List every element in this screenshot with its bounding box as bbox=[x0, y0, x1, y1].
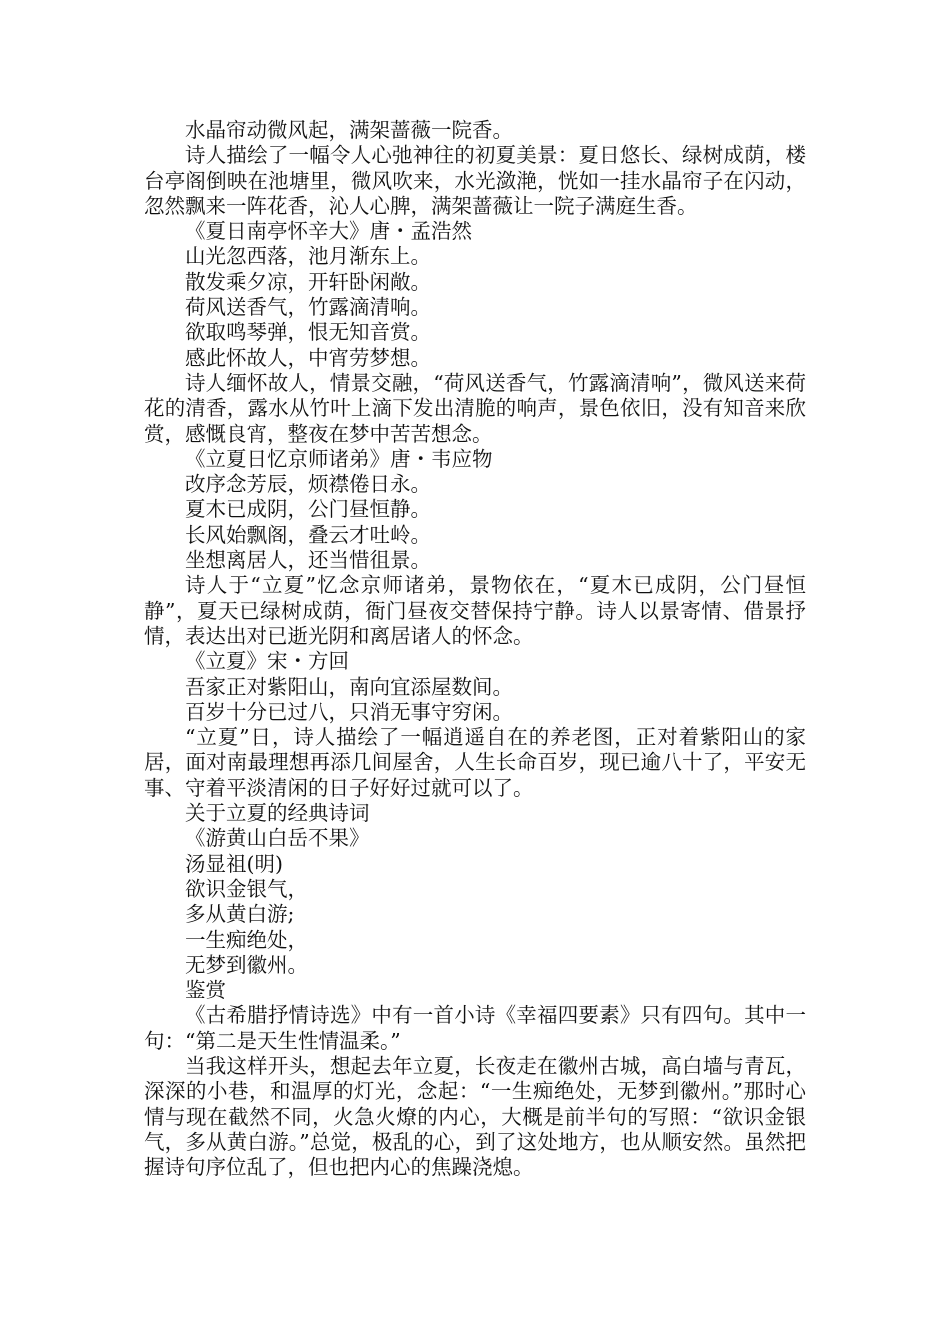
appreciation-paragraph: 《古希腊抒情诗选》中有一首小诗《幸福四要素》只有四句。其中一句：“第二是天生性情温柔。” bbox=[144, 1003, 806, 1053]
poem-line: 散发乘夕凉，开轩卧闲敞。 bbox=[185, 269, 431, 294]
section-heading: 关于立夏的经典诗词 bbox=[185, 801, 370, 826]
appreciation-paragraph: 当我这样开头，想起去年立夏，长夜走在徽州古城，高白墙与青瓦，深深的小巷，和温厚的灯光，念起：“一生痴绝处，无梦到徽州。”那时心情与现在截然不同，火急火燎的内心，大概是前半句的写照：“欲识金银气，多从黄白游。”总觉，极乱的心，到了这处地方，也从顺安然。虽然把握诗句序位乱了，但也把内心的焦躁浇熄。 bbox=[144, 1053, 806, 1180]
poem-author: 汤显祖(明) bbox=[185, 851, 283, 876]
poem-title: 《立夏》宋・方回 bbox=[185, 649, 349, 674]
poem-line: 山光忽西落，池月渐东上。 bbox=[185, 244, 431, 269]
poem-line: 多从黄白游; bbox=[185, 902, 295, 927]
poem-line: 坐想离居人，还当惜徂景。 bbox=[185, 548, 431, 573]
commentary-paragraph: 诗人描绘了一幅令人心弛神往的初夏美景：夏日悠长、绿树成荫，楼台亭阁倒映在池塘里，微风吹来，水光潋滟，恍如一挂水晶帘子在闪动，忽然飘来一阵花香，沁人心脾，满架蔷薇让一院子满庭生香。 bbox=[144, 143, 806, 218]
poem-title: 《夏日南亭怀辛大》唐・孟浩然 bbox=[185, 219, 472, 244]
poem-line: 一生痴绝处， bbox=[185, 927, 308, 952]
poem-line: 改序念芳辰，烦襟倦日永。 bbox=[185, 472, 431, 497]
commentary-paragraph: 诗人于“立夏”忆念京师诸弟，景物依在，“夏木已成阴，公门昼恒静”，夏天已绿树成荫，衙门昼夜交替保持宁静。诗人以景寄情、借景抒情，表达出对已逝光阴和离居诸人的怀念。 bbox=[144, 573, 806, 648]
document-page bbox=[144, 118, 806, 1180]
commentary-paragraph: 诗人缅怀故人，情景交融，“荷风送香气，竹露滴清响”，微风送来荷花的清香，露水从竹叶上滴下发出清脆的响声，景色依旧，没有知音来欣赏，感慨良宵，整夜在梦中苦苦想念。 bbox=[144, 370, 806, 446]
poem-title: 《游黄山白岳不果》 bbox=[185, 826, 370, 851]
poem-line: 荷风送香气，竹露滴清响。 bbox=[185, 295, 431, 320]
poem-line: 百岁十分已过八，只消无事守穷闲。 bbox=[185, 699, 513, 724]
appreciation-heading: 鉴赏 bbox=[185, 978, 226, 1003]
poem-line: 水晶帘动微风起，满架蔷薇一院香。 bbox=[185, 118, 513, 142]
poem-line: 欲取鸣琴弹，恨无知音赏。 bbox=[185, 320, 431, 345]
poem-line: 长风始飘阁，叠云才吐岭。 bbox=[185, 522, 431, 547]
commentary-paragraph: “立夏”日，诗人描绘了一幅逍遥自在的养老图，正对着紫阳山的家居，面对南最理想再添几间屋舍，人生长命百岁，现已逾八十了，平安无事、守着平淡清闲的日子好好过就可以了。 bbox=[144, 725, 806, 800]
poem-title: 《立夏日忆京师诸弟》唐・韦应物 bbox=[185, 446, 493, 471]
poem-line: 夏木已成阴，公门昼恒静。 bbox=[185, 497, 431, 522]
poem-line: 欲识金银气， bbox=[185, 876, 308, 901]
poem-line: 感此怀故人，中宵劳梦想。 bbox=[185, 345, 431, 370]
poem-line: 吾家正对紫阳山，南向宜添屋数间。 bbox=[185, 674, 513, 699]
poem-line: 无梦到徽州。 bbox=[185, 952, 308, 977]
